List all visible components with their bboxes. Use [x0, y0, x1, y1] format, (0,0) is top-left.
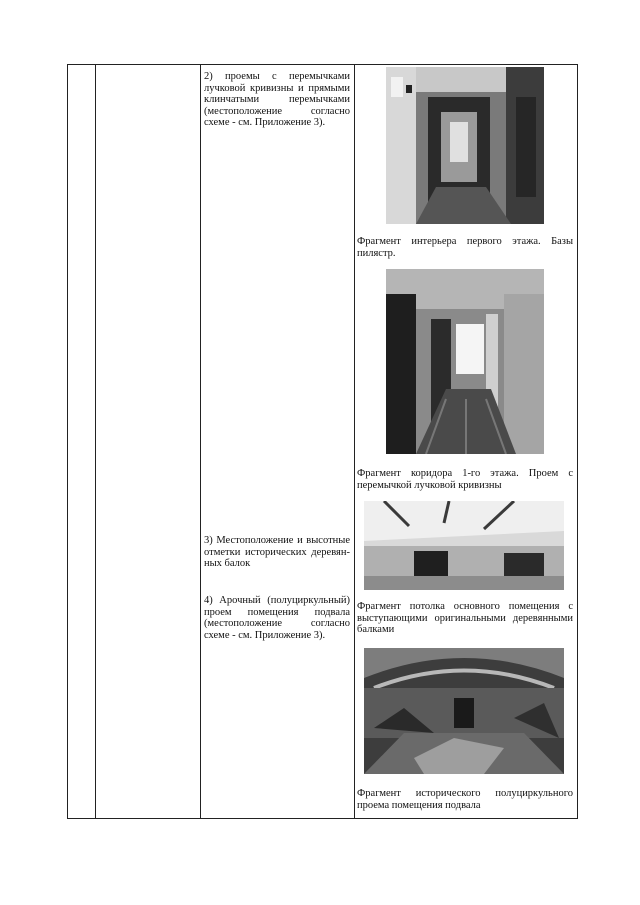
photo-basement-arch	[364, 648, 564, 774]
number-cell	[68, 65, 96, 819]
subject-item-3: 3) Местоположение и высотные отметки исторических деревян-ных балок	[204, 535, 350, 569]
photo-cell	[355, 65, 578, 819]
photo-ceiling-beams	[364, 501, 564, 590]
subject-cell	[201, 65, 355, 819]
subject-item-4: 4) Арочный (полуциркульный) проем помещения подвала (местоположение согласно схеме - см. Приложение 3).	[204, 595, 350, 641]
photo-first-floor-corridor	[386, 269, 544, 454]
table-row	[68, 65, 578, 819]
subject-item-2: 2) проемы с перемычками лучковой кривизны и прямыми клинчатыми перемычками (местоположение согласно схеме - см. Приложение 3).	[204, 71, 350, 128]
photo-first-floor-interior-image	[386, 67, 544, 224]
caption-ceiling-beams: Фрагмент потолка основного помещения с выступающими оригинальными деревянными балками	[357, 601, 573, 635]
caption-first-floor-corridor: Фрагмент коридора 1-го этажа. Проем с перемычкой лучковой кривизны	[357, 468, 573, 491]
photo-basement-arch-image	[364, 648, 564, 774]
document-table	[67, 64, 578, 819]
photo-ceiling-beams-image	[364, 501, 564, 590]
caption-basement-arch: Фрагмент исторического полуциркульного проема помещения подвала	[357, 788, 573, 811]
name-cell	[96, 65, 201, 819]
photo-first-floor-interior	[386, 67, 544, 224]
caption-first-floor-interior: Фрагмент интерьера первого этажа. Базы пилястр.	[357, 236, 573, 259]
photo-first-floor-corridor-image	[386, 269, 544, 454]
